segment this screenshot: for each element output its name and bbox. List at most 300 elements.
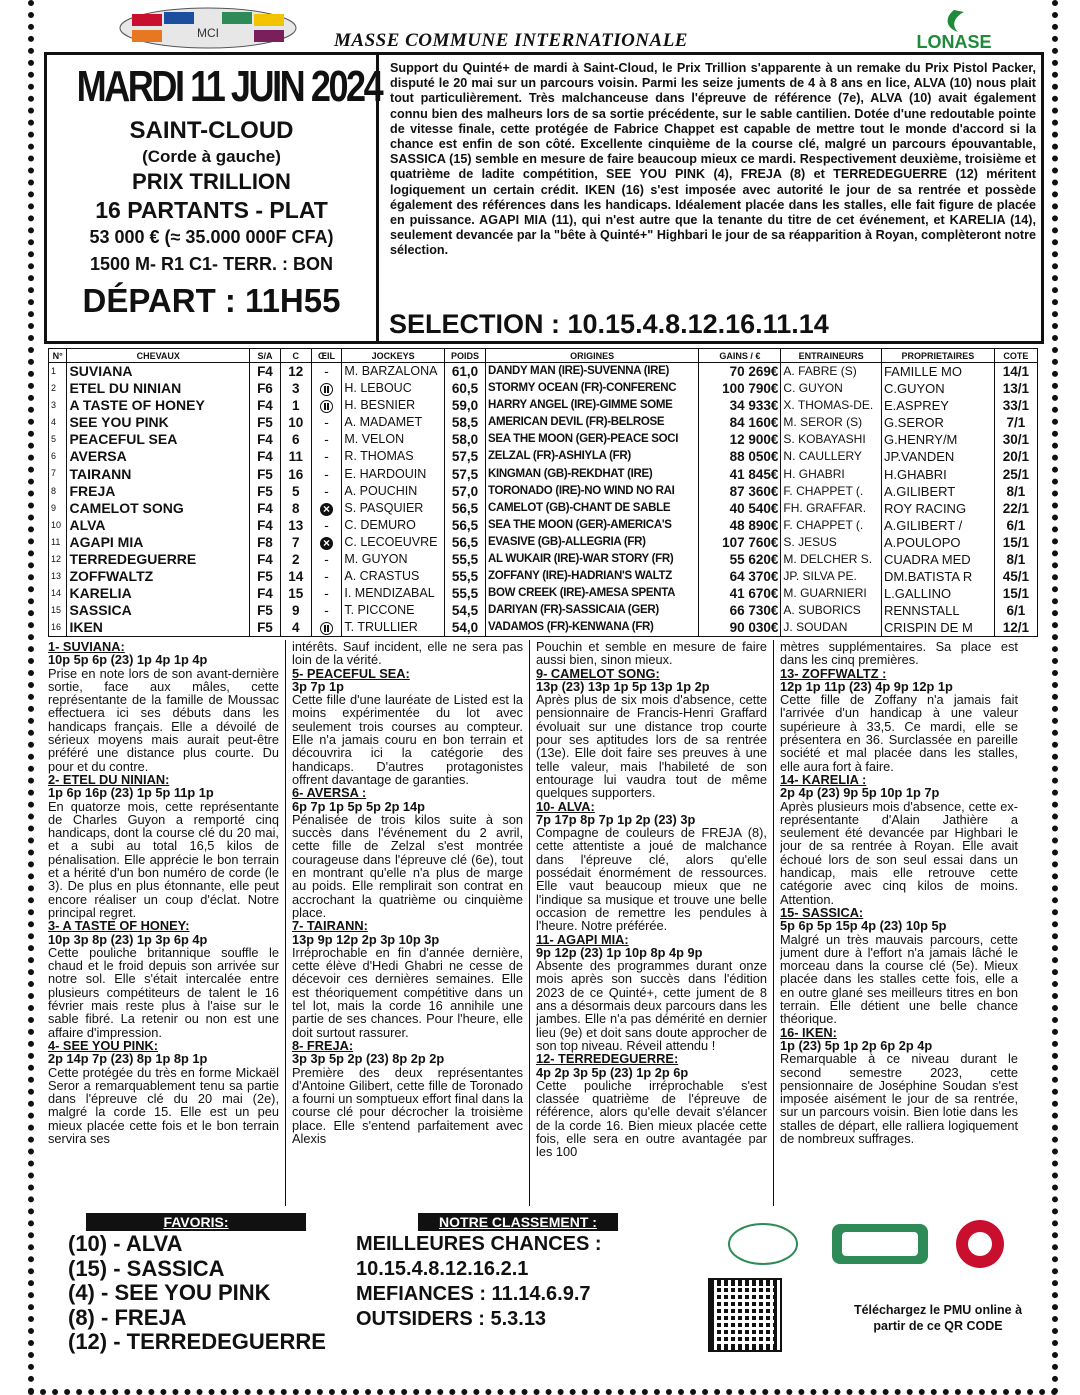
sex-age: F5 [250,568,281,585]
gains: 90 030€ [699,619,781,637]
weight: 55,5 [444,585,485,602]
corde: 3 [280,380,311,397]
table-row [49,483,1038,500]
favori-item: (12) - TERREDEGUERRE [68,1329,326,1354]
table-row [49,397,1038,414]
sex-age: F4 [250,500,281,517]
classement-title: NOTRE CLASSEMENT : [418,1213,618,1231]
horse-name: TERREDEGUERRE [67,551,250,568]
commentary-entry [780,773,1018,906]
entry-title-text: 6- AVERSA : [292,785,367,801]
favori-item: (10) - ALVA [68,1231,183,1256]
sex-age: F5 [250,602,281,619]
commentary-column-4 [780,640,1018,1206]
commentary [48,640,1038,1206]
gains: 41 845€ [699,465,781,482]
origins: HARRY ANGEL (IRE)-GIMME SOME [485,397,698,414]
origins: SEA THE MOON (GER)-AMERICA'S [485,517,698,534]
corde: 8 [280,500,311,517]
horse-name: SEE YOU PINK [67,414,250,431]
horse-name: TAIRANN [67,465,250,482]
entry-title-text: 7- TAIRANN: [292,918,368,934]
entry-title-text: 13- ZOFFWALTZ : [780,665,887,681]
gains: 70 269€ [699,363,781,381]
prix-name: PRIX TRILLION [132,169,291,194]
corde: 5 [280,483,311,500]
classement-item: OUTSIDERS : 5.3.13 [356,1308,547,1330]
trainer: M. DELCHER S. [781,551,882,568]
owner: CRISPIN DE M [881,619,994,637]
owner: L.GALLINO [881,585,994,602]
gains: 88 050€ [699,448,781,465]
commentary-column-3 [536,640,774,1206]
blinkers: - [311,363,342,381]
jockey: E. HARDOUIN [342,465,445,482]
weight: 56,5 [444,517,485,534]
commentary-entry [292,667,523,787]
corde: 6 [280,431,311,448]
entry-title [48,919,279,932]
table-row [49,585,1038,602]
jockey: M. GUYON [342,551,445,568]
col-header: CHEVAUX [67,349,250,363]
table-row [49,465,1038,482]
commentary-entry [292,640,523,667]
entry-title [48,773,279,786]
favori-item: (4) - SEE YOU PINK [68,1280,271,1305]
corde: (Corde à gauche) [142,147,281,166]
entry-text: Malgré un très mauvais parcours, cette jument dure à l'effort n'a jamais lâché le morceau dans la course clé (5e). Mieux placée dans les stalles cette fois, elle a en outre glané ses meilleurs titres en bon terrain. Elle détient une belle chance théorique. [780,931,1018,1027]
table-row [49,619,1038,637]
sex-age: F5 [250,619,281,637]
mci-logo [118,6,298,50]
entry-text: En quatorze mois, cette représentante de Charles Guyon a remporté cinq handicaps, dont la course clé du 20 mai, et a subi au total 16,5 kilos de pénalisation. Elle apprécie le bon terrain et a hérité d'un bon numéro de corde (le 3). De plus en plus étonnante, elle peut encore réaliser un coup d'éclat. Notre principal regret. [48,798,279,920]
owner: G.SEROR [881,414,994,431]
entry-text: Prise en note lors de son avant-dernière sortie, face aux mâles, cette représentante de la famille de Moussac effectuera ici ses débuts dans les handicaps français. Elle a dévoilé de sérieux moyens mais aurait peut-être préféré une distance plus courte. Du pour et du contre. [48,665,279,774]
odds: 25/1 [994,465,1037,482]
gains: 55 620€ [699,551,781,568]
favori-item: (8) - FREJA [68,1304,187,1330]
col-header: ŒIL [311,349,342,363]
horse-name: AVERSA [67,448,250,465]
blinkers [311,397,342,414]
origins: CAMELOT (GB)-CHANT DE SABLE [485,500,698,517]
odds: 7/1 [994,414,1037,431]
origins: AL WUKAIR (IRE)-WAR STORY (FR) [485,551,698,568]
australian-blinkers-icon [320,537,333,550]
jockey: A. CRASTUS [342,568,445,585]
trainer: S. KOBAYASHI [781,431,882,448]
blinkers: - [311,551,342,568]
entry-form: 7p 17p 8p 7p 1p 2p (23) 3p [536,811,696,827]
origins: SEA THE MOON (GER)-PEACE SOCI [485,431,698,448]
origins: AMERICAN DEVIL (FR)-BELROSE [485,414,698,431]
race-info [47,55,382,341]
jockey: H. LEBOUC [342,380,445,397]
runner-number: 9 [49,500,67,517]
table-row [49,568,1038,585]
distance: 1500 M- R1 C1- TERR. : BON [89,254,334,274]
horse-name: SUVIANA [67,363,250,381]
blinkers: - [311,448,342,465]
commentary-entry [536,800,767,933]
corde: 11 [280,448,311,465]
entry-form: 4p 2p 3p 5p (23) 1p 2p 6p [536,1064,689,1080]
sex-age: F6 [250,380,281,397]
depart-time: DÉPART : 11H55 [82,282,341,319]
odds: 8/1 [994,551,1037,568]
owner: G.HENRY/M [881,431,994,448]
blinkers [311,619,342,637]
entry-title-text: 9- CAMELOT SONG: [536,665,660,681]
entry-text: Première des deux représentantes d'Antoine Gilibert, cette fille de Toronado a fourni un somptueux effort final dans la course clé pour décrocher la troisième place. Elle s'entend parfaitement avec Alexis [292,1064,523,1146]
corde: 1 [280,397,311,414]
sex-age: F4 [250,431,281,448]
weight: 56,5 [444,534,485,551]
entry-title-text: 1- SUVIANA: [48,640,125,654]
entry-text: Compagne de couleurs de FREJA (8), cette attentiste a joué de malchance dans l'épreuve clé, alors qu'elle possédait énormément de ressources. Elle vaut beaucoup mieux que ne l'indique sa musique et trouve une belle occasion de remettre les pendules à l'heure. Notre préférée. [536,825,767,934]
runner-number: 4 [49,414,67,431]
blinkers [311,500,342,517]
gains: 84 160€ [699,414,781,431]
weight: 57,5 [444,448,485,465]
runner-number: 16 [49,619,67,637]
col-header: S/A [250,349,281,363]
owner: CUADRA MED [881,551,994,568]
trainer: M. GUARNIERI [781,585,882,602]
commentary-entry [48,919,279,1039]
blinkers: - [311,465,342,482]
horse-name: ALVA [67,517,250,534]
entry-form: 1p 6p 16p (23) 1p 5p 11p 1p [48,785,214,801]
entry-form: 1p (23) 5p 1p 2p 6p 2p 4p [780,1037,933,1053]
jockey: M. VELON [342,431,445,448]
weight: 61,0 [444,363,485,381]
table-row [49,431,1038,448]
trainer: F. CHAPPET (. [781,517,882,534]
page-frame [28,0,1058,1395]
origins: ZOFFANY (IRE)-HADRIAN'S WALTZ [485,568,698,585]
entry-text: mètres supplémentaires. Sa place est dans les cinq premières. [780,640,1018,668]
owner: RENNSTALL [881,602,994,619]
col-header: ENTRAINEURS [781,349,882,363]
favori-item: (15) - SASSICA [68,1255,225,1281]
odds: 6/1 [994,602,1037,619]
origins: DARIYAN (FR)-SASSICAIA (GER) [485,602,698,619]
odds: 12/1 [994,619,1037,637]
owner: A.GILIBERT / [881,517,994,534]
entry-title [780,1026,1018,1039]
trainer: A. SUBORICS [781,602,882,619]
jockey: H. BESNIER [342,397,445,414]
weight: 56,5 [444,500,485,517]
entry-title [536,1052,767,1065]
org-title: MASSE COMMUNE INTERNATIONALE [334,30,688,51]
col-header: COTE [994,349,1037,363]
classement-item: MEILLEURES CHANCES : [356,1233,602,1255]
australian-blinkers-icon [320,503,333,516]
entry-text: intérêts. Sauf incident, elle ne sera pas loin de la vérité. [292,640,523,668]
gains: 107 760€ [699,534,781,551]
blinkers-icon [320,383,333,396]
odds: 8/1 [994,483,1037,500]
commentary-entry [780,1026,1018,1146]
entry-text: Pouchin et semble en mesure de faire aussi bien, sinon mieux. [536,640,767,668]
sex-age: F4 [250,448,281,465]
weight: 59,0 [444,397,485,414]
trainer: S. JESUS [781,534,882,551]
blinkers [311,380,342,397]
table-row [49,602,1038,619]
commentary-entry [48,1039,279,1145]
horse-name: IKEN [67,619,250,637]
odds: 20/1 [994,448,1037,465]
entry-title [536,933,767,946]
entry-text: Absente des programmes durant onze mois après son succès dans l'édition 2023 de ce Quinté+, cette jument de 8 ans a désormais deux parcours dans les jambes. Elle n'a pas démérité en dernier lieu (9e) et doit sans doute approcher de son top niveau. Réveil attendu ! [536,958,767,1053]
entry-form: 5p 6p 5p 15p 4p (23) 10p 5p [780,918,947,934]
entry-text: Irréprochable en fin d'année dernière, cette élève d'Hedi Ghabri ne cesse de décevoir ces dernières semaines. Elle est théoriquement compétitive dans un tel lot, mais la corde 16 annihile une partie de ses chances. Pour l'heure, elle doit surtout rassurer. [292,944,523,1040]
blinkers-icon [320,400,333,413]
table-row [49,517,1038,534]
entry-title-text: 3- A TASTE OF HONEY: [48,918,190,934]
sex-age: F4 [250,551,281,568]
origins: STORMY OCEAN (FR)-CONFERENC [485,380,698,397]
entry-title [48,1039,279,1052]
horse-name: A TASTE OF HONEY [67,397,250,414]
horse-name: AGAPI MIA [67,534,250,551]
runner-number: 8 [49,483,67,500]
corde: 7 [280,534,311,551]
table-row [49,363,1038,381]
race-date: MARDI 11 JUIN 2024 [76,62,382,111]
jockey: I. MENDIZABAL [342,585,445,602]
entry-title-text: 15- SASSICA: [780,904,864,920]
owner: C.GUYON [881,380,994,397]
col-header: GAINS / € [699,349,781,363]
trainer: N. CAULLERY [781,448,882,465]
entry-form: 2p 4p (23) 9p 5p 10p 1p 7p [780,785,940,801]
lonase-logo [884,8,1024,52]
entry-form: 2p 14p 7p (23) 8p 1p 8p 1p [48,1051,208,1067]
entry-form: 6p 7p 1p 5p 5p 2p 14p [292,798,425,814]
corde: 4 [280,619,311,637]
runner-number: 1 [49,363,67,381]
classement-list [356,1232,696,1332]
entry-title [48,640,279,653]
entry-title [536,667,767,680]
commentary-entry [536,1052,767,1158]
trainer: M. SEROR (S) [781,414,882,431]
horse-name: KARELIA [67,585,250,602]
runners-body [49,363,1038,637]
sponsor-logos [708,1216,1038,1276]
entry-title-text: 12- TERREDEGUERRE: [536,1051,679,1067]
commentary-entry [780,906,1018,1026]
owner: A.GILIBERT [881,483,994,500]
table-row [49,534,1038,551]
jockey: M. BARZALONA [342,363,445,381]
col-header: JOCKEYS [342,349,445,363]
odds: 6/1 [994,517,1037,534]
gains: 41 670€ [699,585,781,602]
weight: 57,0 [444,483,485,500]
sex-age: F5 [250,414,281,431]
table-row [49,380,1038,397]
trainer: H. GHABRI [781,465,882,482]
gains: 48 890€ [699,517,781,534]
entry-form: 13p (23) 13p 1p 5p 13p 1p 2p [536,678,710,694]
blinkers-icon [320,622,333,635]
entry-title-text: 8- FREJA: [292,1037,354,1053]
gains: 40 540€ [699,500,781,517]
entry-title-text: 4- SEE YOU PINK: [48,1037,158,1053]
entry-form: 9p 12p (23) 1p 10p 8p 4p 9p [536,944,703,960]
commentary-entry [48,640,279,773]
sex-age: F4 [250,397,281,414]
runner-number: 15 [49,602,67,619]
owner: A.POULOPO [881,534,994,551]
odds: 30/1 [994,431,1037,448]
entry-title-text: 10- ALVA: [536,798,595,814]
runner-number: 10 [49,517,67,534]
sex-age: F8 [250,534,281,551]
owner: DM.BATISTA R [881,568,994,585]
corde: 12 [280,363,311,381]
sex-age: F4 [250,363,281,381]
jockey: A. MADAMET [342,414,445,431]
classement-item: MEFIANCES : 11.14.6.9.7 [356,1283,591,1305]
top-bar [34,0,1064,52]
entry-title [292,786,523,799]
origins: ZELZAL (FR)-ASHIYLA (FR) [485,448,698,465]
entry-form: 3p 3p 5p 2p (23) 8p 2p 2p [292,1051,445,1067]
gains: 64 370€ [699,568,781,585]
blinkers: - [311,483,342,500]
gains: 87 360€ [699,483,781,500]
bottom-section [48,1210,1038,1360]
jockey: C. DEMURO [342,517,445,534]
venue: SAINT-CLOUD [129,117,294,144]
entry-title [536,800,767,813]
table-row [49,414,1038,431]
horse-name: FREJA [67,483,250,500]
corde: 16 [280,465,311,482]
selection: SELECTION : 10.15.4.8.12.16.11.14 [389,309,829,339]
entry-title [780,906,1018,919]
weight: 58,0 [444,431,485,448]
entry-text: Après plus de six mois d'absence, cette pensionnaire de Francis-Henri Graffard évoluait sur une distance trop courte pour ses aptitudes lors de sa rentrée (13e). Elle doit faire ses preuves à une telle valeur, mais l'habileté de son entourage lui vaudra tout de même quelques supporters. [536,692,767,801]
origins: DANDY MAN (IRE)-SUVENNA (IRE) [485,363,698,381]
runners-table [48,348,1038,637]
entry-title [292,667,523,680]
owner: JP.VANDEN [881,448,994,465]
gains: 12 900€ [699,431,781,448]
col-header: ORIGINES [485,349,698,363]
origins: EVASIVE (GB)-ALLEGRIA (FR) [485,534,698,551]
blinkers: - [311,585,342,602]
entry-title-text: 14- KARELIA : [780,771,867,787]
classement-item: 10.15.4.8.12.16.2.1 [356,1258,529,1280]
commentary-entry [780,667,1018,773]
odds: 15/1 [994,534,1037,551]
table-row [49,551,1038,568]
col-header: N° [49,349,67,363]
blinkers: - [311,414,342,431]
origins: KINGMAN (GB)-REKDHAT (IRE) [485,465,698,482]
sex-age: F5 [250,483,281,500]
commentary-column-2 [292,640,530,1206]
horse-name: CAMELOT SONG [67,500,250,517]
allocation: 53 000 € (≈ 35.000 000F CFA) [89,227,334,247]
weight: 57,5 [444,465,485,482]
runner-number: 13 [49,568,67,585]
runner-number: 2 [49,380,67,397]
jockey: T. PICCONE [342,602,445,619]
blinkers: - [311,431,342,448]
trainer: FH. GRAFFAR. [781,500,882,517]
trainer: JP. SILVA PE. [781,568,882,585]
runner-number: 6 [49,448,67,465]
trainer: C. GUYON [781,380,882,397]
weight: 54,0 [444,619,485,637]
entry-text: Pénalisée de trois kilos suite à son succès dans l'événement du 2 avril, cette fille de Zelzal s'est montrée courageuse dans l'épreuve clé (6e), tout en montrant qu'elle n'a plus de marge au poids. Elle remplirait son contrat en accrochant la quatrième ou cinquième place. [292,811,523,920]
odds: 13/1 [994,380,1037,397]
entry-title-text: 2- ETEL DU NINIAN: [48,771,170,787]
blinkers: - [311,602,342,619]
svg-text:MCI: MCI [197,26,219,40]
runner-number: 3 [49,397,67,414]
weight: 55,5 [444,568,485,585]
horse-name: SASSICA [67,602,250,619]
col-header: PROPRIETAIRES [881,349,994,363]
col-header: POIDS [444,349,485,363]
jockey: T. TRULLIER [342,619,445,637]
weight: 54,5 [444,602,485,619]
gains: 100 790€ [699,380,781,397]
runner-number: 12 [49,551,67,568]
qr-code-icon[interactable] [708,1278,782,1352]
owner: E.ASPREY [881,397,994,414]
header-box [44,52,1044,344]
entry-text: Après plusieurs mois d'absence, cette ex-représentante d'Alain Jathière a seulement été devancée par Highbari le jour de sa rentrée à Royan. Elle avait échoué lors de son seul essai dans un handicap, mais elle retrouve cette catégorie avec cinq kilos de moins. Attention. [780,798,1018,907]
entry-text: Cette fille de Zoffany n'a jamais fait l'arrivée d'un handicap à une valeur supérieure à 33,5. Ce mardi, elle se présentera en 36. Surclassée en pareille société et mal placée dans les stalles, elle aura fort à faire. [780,692,1018,774]
horse-name: ETEL DU NINIAN [67,380,250,397]
weight: 58,5 [444,414,485,431]
commentary-entry [292,1039,523,1145]
runner-number: 5 [49,431,67,448]
entry-title [780,667,1018,680]
horse-name: PEACEFUL SEA [67,431,250,448]
runner-number: 11 [49,534,67,551]
entry-text: Cette protégée du très en forme Mickaël Seror a remarquablement tenu sa partie dans l'épreuve clé du 20 mai (2e), malgré la corde 15. Elle est un peu mieux placée cette fois et le bon terrain servira ses [48,1064,279,1146]
runner-number: 7 [49,465,67,482]
intro-text: Support du Quinté+ de mardi à Saint-Cloud, le Prix Trillion s'apparente à un remake du Prix Pistol Packer, disputé le 20 mai sur un parcours voisin. Parmi les seize juments de 4 à 8 ans en lice, ALVA (10) nous plait tout particulièrement. Très malchanceuse dans l'épreuve de référence (7e), ALVA (10) avait également connu bien des malheurs lors de sa sortie précédente, sur le sable cantilien. Dotée d'une redoutable pointe de vitesse finale, cette protégée de Fabrice Chappet est capable de mettre tout le monde d'accord si la chance est enfin de son côté. Excellente cinquième de la course clé, malgré un parcours épouvantable, SASSICA (15) semble en mesure de faire beaucoup mieux ce mardi. Respectivement deuxième, troisième et quatrième de ladite compétition, SEE YOU PINK (4), FREJA (8) et TERREDEGUERRE (12) méritent logiquement un certain crédit. IKEN (16) s'est imposée avec autorité le jour de sa rentrée et possède également des références dans les handicaps. Idéalement placée dans les stalles, elle fait figure de placée en puissance. AGAPI MIA (11), qui n'est autre que la tenante du titre de cet événement, et KARELIA (14), seulement devancée par la "bête à Quinté+" Highbari le jour de sa réapparition à Royan, complèteront notre sélection. [390,61,1036,258]
origins: VADAMOS (FR)-KENWANA (FR) [485,619,698,637]
corde: 13 [280,517,311,534]
runner-number: 14 [49,585,67,602]
corde: 9 [280,602,311,619]
trainer: F. CHAPPET (. [781,483,882,500]
commentary-entry [292,919,523,1039]
entry-form: 13p 9p 12p 2p 3p 10p 3p [292,931,440,947]
commentary-entry [536,640,767,667]
jockey: S. PASQUIER [342,500,445,517]
trainer: X. THOMAS-DE. [781,397,882,414]
gains: 34 933€ [699,397,781,414]
entry-text: Cette pouliche britannique souffle le chaud et le froid depuis son arrivée sur notre sol. Elle s'était intercalée entre plusieurs compétiteurs de talent le 16 février mais reste plus à l'aise sur le sable fibré. La retenir ou non est une affaire d'impression. [48,944,279,1040]
entry-title-text: 16- IKEN: [780,1024,837,1040]
horse-name: ZOFFWALTZ [67,568,250,585]
